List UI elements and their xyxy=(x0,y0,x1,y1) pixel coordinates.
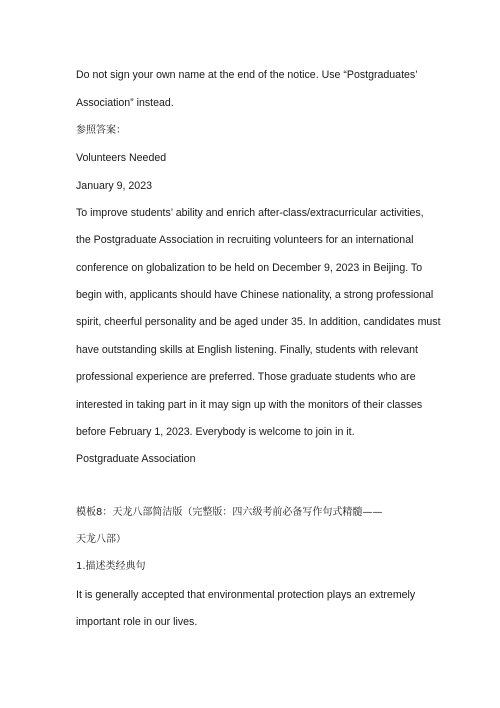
notice-body-line-2: the Postgraduate Association in recruiting volunteers for an international xyxy=(76,234,414,246)
notice-body-line-8: interested in taking part in it may sign up with the monitors of their classes xyxy=(76,399,423,411)
notice-body-line-1: To improve students’ ability and enrich after-class/extracurricular activities, xyxy=(76,207,424,219)
example-line-1: It is generally accepted that environmental protection plays an extremely xyxy=(76,589,416,601)
instruction-line-1: Do not sign your own name at the end of the notice. Use “Postgraduates’ xyxy=(76,69,418,81)
notice-body-line-3: conference on globalization to be held on December 9, 2023 in Beijing. To xyxy=(76,262,423,274)
notice-date: January 9, 2023 xyxy=(76,180,152,192)
instruction-line-2: Association” instead. xyxy=(76,97,174,109)
notice-body-line-4: begin with, applicants should have Chinese nationality, a strong professional xyxy=(76,289,434,301)
notice-body-line-7: professional experience are preferred. Those graduate students who are xyxy=(76,371,416,383)
section-heading: 1.描述类经典句 xyxy=(76,561,146,572)
notice-title: Volunteers Needed xyxy=(76,152,167,164)
notice-body-line-9: before February 1, 2023. Everybody is welcome to join in it. xyxy=(76,426,355,438)
notice-body-line-6: have outstanding skills at English listening. Finally, students with relevant xyxy=(76,344,418,356)
template-heading-line-2: 天龙八部） xyxy=(76,534,126,545)
answer-heading: 参照答案： xyxy=(76,125,126,136)
notice-signature: Postgraduate Association xyxy=(76,453,196,465)
template-heading-line-1: 模板8：天龙八部简洁版（完整版：四六级考前必备写作句式精髓—— xyxy=(76,507,383,518)
notice-body-line-5: spirit, cheerful personality and be aged under 35. In addition, candidates must xyxy=(76,316,441,328)
example-line-2: important role in our lives. xyxy=(76,616,198,628)
